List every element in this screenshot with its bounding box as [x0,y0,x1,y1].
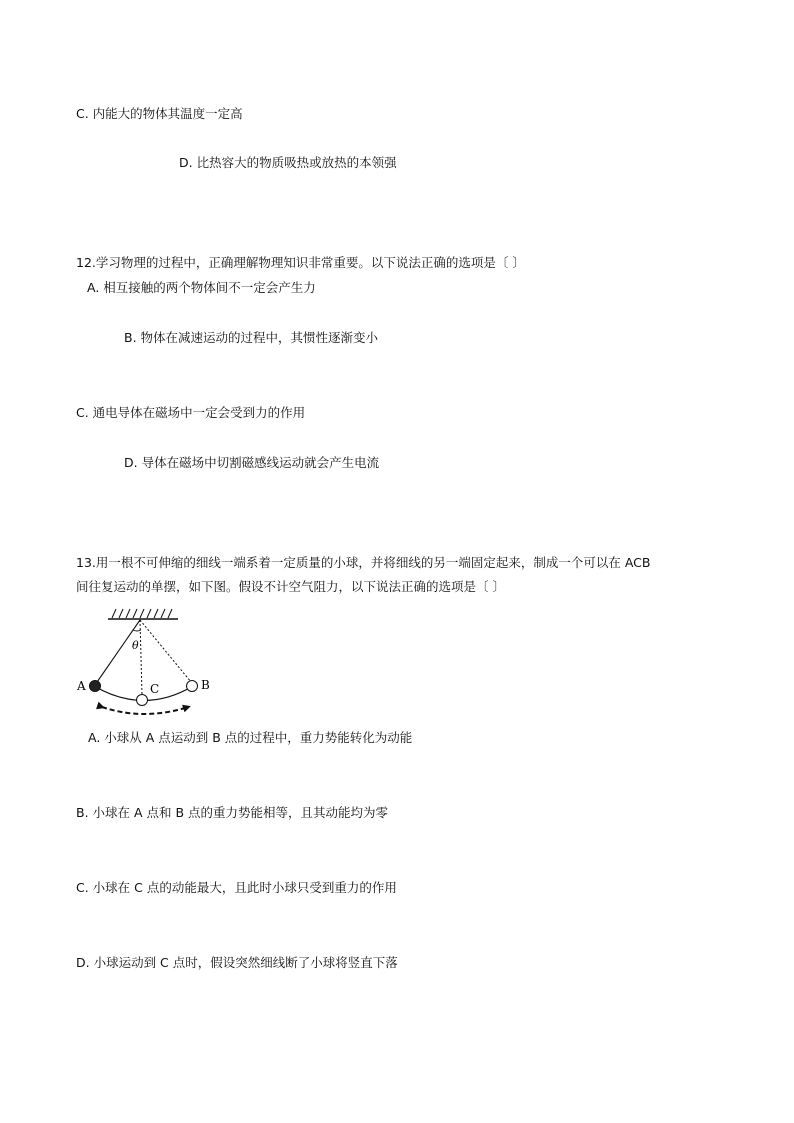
label-b: B [201,678,210,692]
label-a: A [77,679,86,693]
pendulum-figure [74,603,224,725]
q11-option-c: C. 内能大的物体其温度一定高 [76,106,243,121]
motion-arrow [102,707,188,714]
q12-option-d: D. 导体在磁场中切割磁感线运动就会产生电流 [124,455,380,470]
q13-stem-line1: 13.用一根不可伸缩的细线一端系着一定质量的小球，并将细线的另一端固定起来，制成一个可以在 ACB [76,555,651,570]
dashed-line-to-b [140,620,191,682]
ball-c [137,695,148,706]
q13-stem-line2: 间往复运动的单摆，如下图。假设不计空气阻力，以下说法正确的选项是〔 〕 [76,579,505,594]
q12-stem: 12.学习物理的过程中，正确理解物理知识非常重要。以下说法正确的选项是〔 〕 [76,255,525,270]
ball-a [90,681,101,692]
q12-option-a: A. 相互接触的两个物体间不一定会产生力 [87,280,316,295]
label-theta: θ [132,639,139,652]
q12-option-c: C. 通电导体在磁场中一定会受到力的作用 [76,405,306,420]
q12-option-b: B. 物体在减速运动的过程中，其惯性逐渐变小 [124,330,379,345]
q13-option-b: B. 小球在 A 点和 B 点的重力势能相等，且其动能均为零 [76,805,389,820]
label-c: C [150,682,160,696]
q13-option-a: A. 小球从 A 点运动到 B 点的过程中，重力势能转化为动能 [88,730,413,745]
ball-b [187,681,198,692]
q11-option-d: D. 比热容大的物质吸热或放热的本领强 [179,155,397,170]
ceiling-support [108,609,178,619]
vertical-dashed-line [140,620,142,694]
q13-option-d: D. 小球运动到 C 点时，假设突然细线断了小球将竖直下落 [76,955,398,970]
q13-option-c: C. 小球在 C 点的动能最大，且此时小球只受到重力的作用 [76,880,397,895]
theta-angle-arc [133,630,141,631]
